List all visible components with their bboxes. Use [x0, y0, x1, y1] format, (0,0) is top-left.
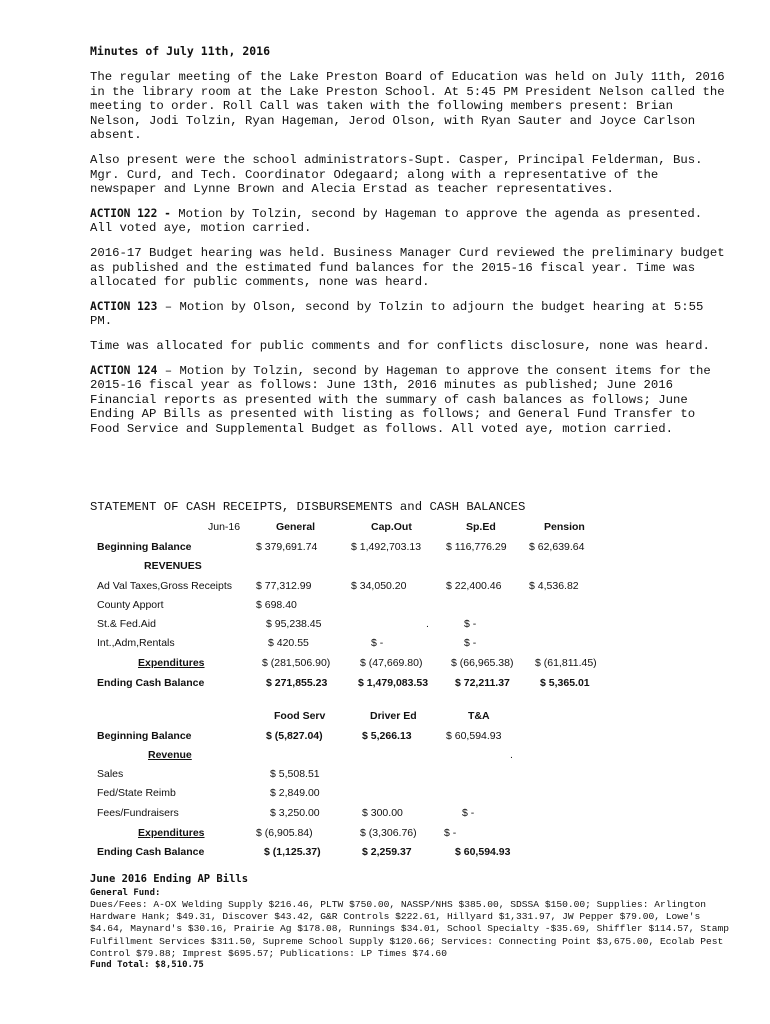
- cell-value: $ 62,639.64: [529, 541, 585, 553]
- general-fund-heading: General Fund:: [90, 888, 161, 898]
- cell-value: $ (6,905.84): [256, 827, 313, 839]
- period-label: Jun-16: [208, 521, 241, 533]
- minutes-document: [90, 44, 730, 446]
- cell-value: $ 77,312.99: [256, 580, 312, 592]
- paragraph-lead: ACTION 123: [90, 299, 158, 313]
- cell-value: $ (47,669.80): [360, 657, 423, 669]
- paragraph: [90, 70, 730, 143]
- cell-value: $ 698.40: [256, 599, 297, 611]
- statement-title: STATEMENT OF CASH RECEIPTS, DISBURSEMENTS and CASH BALANCES: [90, 500, 526, 514]
- column-header: Food Serv: [274, 710, 326, 722]
- cell-value: $ (66,965.38): [451, 657, 514, 669]
- paragraph-text: – Motion by Olson, second by Tolzin to adjourn the budget hearing at 5:55 PM.: [90, 299, 704, 329]
- paragraph-text: Also present were the school administrators-Supt. Casper, Principal Felderman, Bus. Mgr. Curd, and Tech. Coordinator Odegaard; along with a representative of the newspaper and Lynne Brown and Alecia Erstad as teacher representatives.: [90, 152, 703, 197]
- row-label: Ending Cash Balance: [97, 846, 205, 858]
- paragraph-lead: ACTION 124: [90, 363, 158, 377]
- minutes-title: Minutes of July 11th, 2016: [90, 44, 271, 58]
- row-label: Ad Val Taxes,Gross Receipts: [97, 580, 233, 592]
- cell-value: $ 5,508.51: [270, 768, 320, 780]
- ap-bills-list: Dues/Fees: A-OX Welding Supply $216.46, PLTW $750.00, NASSP/NHS $385.00, SDSSA $150.00; Supplies: Arlington Hardware Hank; $49.31, Discover $43.42, G&R Controls $222.61, Hillyard $1,331.97, JW Pepper $79.00, Lowe's $4.64, Maynard's $30.16, Prairie Ag $178.08, Runnings $34.01, School Specialty -$35.69, Shiffler $114.57, Stamp Fulfillment Services $311.50, Supreme School Supply $120.66; Services: Connecting Point $3,675.00, Ecolab Pest Control $79.88; Imprest $695.57; Publications: LP Times $74.60: [90, 899, 730, 959]
- row-label: Sales: [97, 768, 124, 780]
- revenue-mark: .: [510, 749, 513, 761]
- cell-value: $ -: [464, 637, 477, 649]
- cell-value: $ 271,855.23: [266, 677, 328, 689]
- cell-value: $ (281,506.90): [262, 657, 331, 669]
- section-label: Expenditures: [138, 827, 205, 839]
- paragraph-text: The regular meeting of the Lake Preston Board of Education was held on July 11th, 2016 in the library room at the Lake Preston School. At 5:45 PM President Nelson called the meeting to order. Roll Call was taken with the following members present: Brian Nelson, Jodi Tolzin, Ryan Hageman, Jerod Olson, with Ryan Sauter and Joyce Carlson absent.: [90, 70, 725, 143]
- paragraph: [90, 300, 730, 329]
- cell-value: $ 95,238.45: [266, 618, 322, 630]
- row-label: County Apport: [97, 599, 164, 611]
- column-header: Pension: [544, 521, 585, 533]
- cell-value: $ 379,691.74: [256, 541, 318, 553]
- fund-total-label: Fund Total:: [90, 960, 150, 971]
- cell-value: $ -: [371, 637, 384, 649]
- cell-value: $ 5,365.01: [540, 677, 590, 689]
- cell-value: $ (61,811.45): [535, 657, 597, 669]
- cell-value: $ 420.55: [268, 637, 309, 649]
- cell-value: $ 116,776.29: [446, 541, 507, 553]
- column-header: Driver Ed: [370, 710, 417, 722]
- cell-value: $ 2,849.00: [270, 787, 320, 799]
- cell-value: $ 4,536.82: [529, 580, 579, 592]
- ap-bills-title: June 2016 Ending AP Bills: [90, 873, 249, 885]
- paragraph: [90, 364, 730, 437]
- paragraph-text: Motion by Tolzin, second by Hageman to approve the agenda as presented. All voted aye, motion carried.: [90, 206, 703, 236]
- cell-value: $ 22,400.46: [446, 580, 502, 592]
- row-label: Ending Cash Balance: [97, 677, 205, 689]
- paragraph: [90, 339, 730, 354]
- cell-value: $ 2,259.37: [362, 846, 412, 858]
- cell-value: $ -: [464, 618, 477, 630]
- cell-value: $ 1,479,083.53: [358, 677, 429, 689]
- cell-value: $ 1,492,703.13: [351, 541, 422, 553]
- paragraph: [90, 153, 730, 197]
- column-header: General: [276, 521, 316, 533]
- paragraph-text: 2016-17 Budget hearing was held. Business Manager Curd reviewed the preliminary budget as published and the estimated fund balances for the 2015-16 fiscal year. Time was allocated for public comments, none was heard.: [90, 245, 725, 290]
- cell-value: $ (1,125.37): [264, 846, 321, 858]
- paragraph-text: – Motion by Tolzin, second by Hageman to approve the consent items for the 2015-16 fiscal year as follows: June 13th, 2016 minutes as published; June 2016 Financial reports as presented with the summary of cash balances as follows; June Ending AP Bills as presented with listing as follows; and General Fund Transfer to Food Service and Supplemental Budget as follows. All voted aye, motion carried.: [90, 363, 711, 436]
- ap-bills-section: [90, 873, 730, 970]
- row-label: Int.,Adm,Rentals: [97, 637, 175, 649]
- row-label: St.& Fed.Aid: [97, 618, 156, 630]
- minutes-paragraphs: [90, 70, 730, 436]
- cell-value: $ -: [444, 827, 457, 839]
- column-header: Sp.Ed: [466, 521, 496, 533]
- cell-value: .: [426, 618, 429, 630]
- fund-total-value: $8,510.75: [155, 960, 204, 971]
- cell-value: $ -: [462, 807, 475, 819]
- section-label: REVENUES: [144, 560, 202, 572]
- row-label: Beginning Balance: [97, 730, 192, 742]
- cell-value: $ 60,594.93: [455, 846, 511, 858]
- section-label: Revenue: [148, 749, 192, 761]
- cell-value: $ 34,050.20: [351, 580, 407, 592]
- row-label: Fees/Fundraisers: [97, 807, 179, 819]
- paragraph-text: Time was allocated for public comments and for conflicts disclosure, none was heard.: [90, 338, 710, 353]
- row-label: Fed/State Reimb: [97, 787, 176, 799]
- column-header: Cap.Out: [371, 521, 412, 533]
- section-label: Expenditures: [138, 657, 205, 669]
- paragraph: [90, 207, 730, 236]
- row-label: Beginning Balance: [97, 541, 192, 553]
- cell-value: $ 3,250.00: [270, 807, 320, 819]
- cell-value: $ 5,266.13: [362, 730, 412, 742]
- cell-value: $ 72,211.37: [455, 677, 510, 689]
- cell-value: $ 300.00: [362, 807, 403, 819]
- cell-value: $ (3,306.76): [360, 827, 417, 839]
- paragraph-lead: ACTION 122 -: [90, 206, 171, 220]
- cell-value: $ 60,594.93: [446, 730, 502, 742]
- paragraph: [90, 246, 730, 290]
- fund-total: [90, 960, 730, 970]
- cell-value: $ (5,827.04): [266, 730, 323, 742]
- column-header: T&A: [468, 710, 490, 722]
